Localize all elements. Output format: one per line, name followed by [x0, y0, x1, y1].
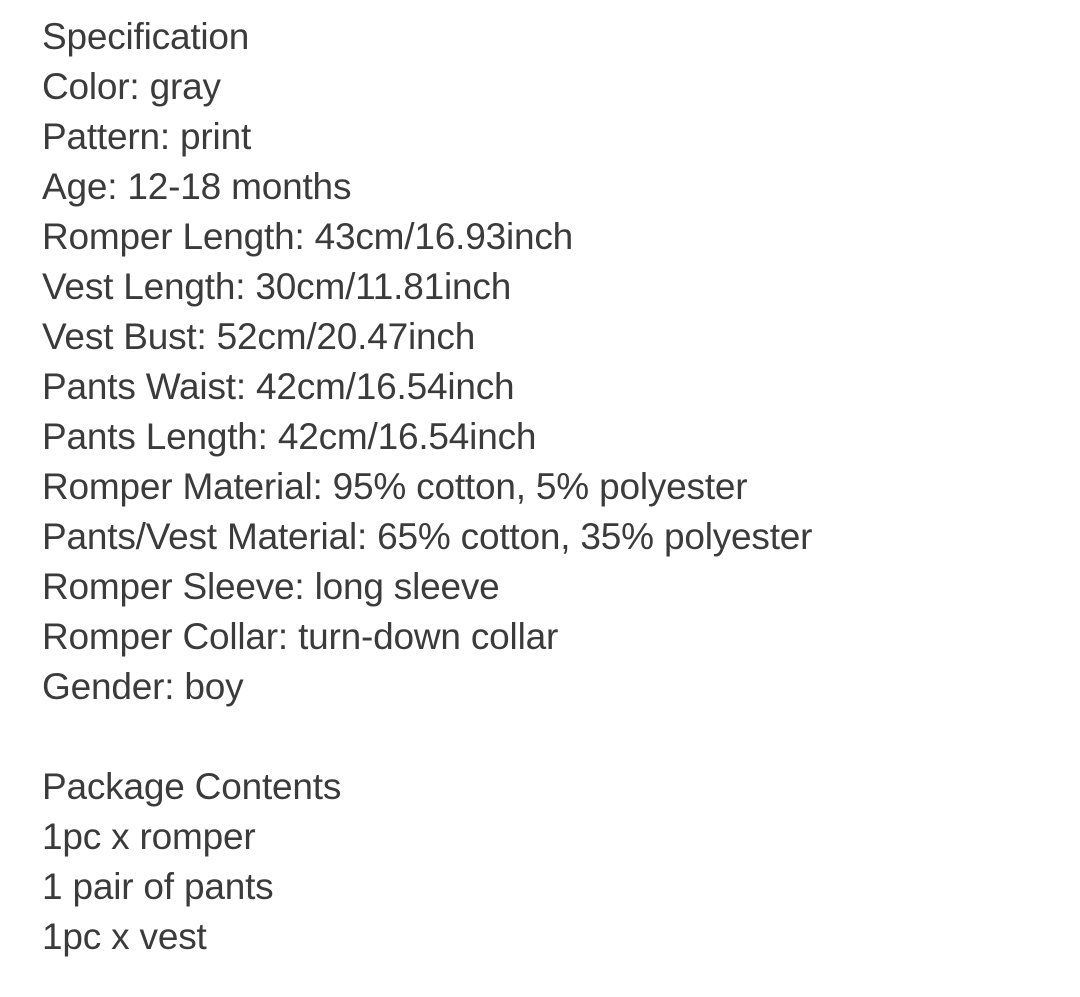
text-line: Romper Collar: turn-down collar	[42, 616, 559, 657]
text-line: Gender: boy	[42, 666, 244, 707]
text-line: Pants Length: 42cm/16.54inch	[42, 416, 537, 457]
text-line: 1pc x romper	[42, 816, 256, 857]
package-contents-section	[42, 762, 1040, 962]
text-line: Romper Sleeve: long sleeve	[42, 566, 500, 607]
text-line: Color: gray	[42, 66, 221, 107]
text-line: 1 pair of pants	[42, 866, 274, 907]
package-contents-title: Package Contents	[42, 766, 342, 807]
specification-lines	[42, 62, 1040, 712]
text-line: Age: 12-18 months	[42, 166, 352, 207]
specification-title: Specification	[42, 16, 250, 57]
text-line: Vest Length: 30cm/11.81inch	[42, 266, 512, 307]
text-line: Romper Material: 95% cotton, 5% polyester	[42, 466, 748, 507]
text-line: Vest Bust: 52cm/20.47inch	[42, 316, 476, 357]
specification-section	[42, 12, 1040, 712]
section-spacer	[42, 712, 1040, 762]
text-line: Pants/Vest Material: 65% cotton, 35% polyester	[42, 516, 813, 557]
text-line: Romper Length: 43cm/16.93inch	[42, 216, 574, 257]
text-line: Pattern: print	[42, 116, 252, 157]
package-contents-lines	[42, 812, 1040, 962]
text-line: Pants Waist: 42cm/16.54inch	[42, 366, 515, 407]
text-line: 1pc x vest	[42, 916, 207, 957]
